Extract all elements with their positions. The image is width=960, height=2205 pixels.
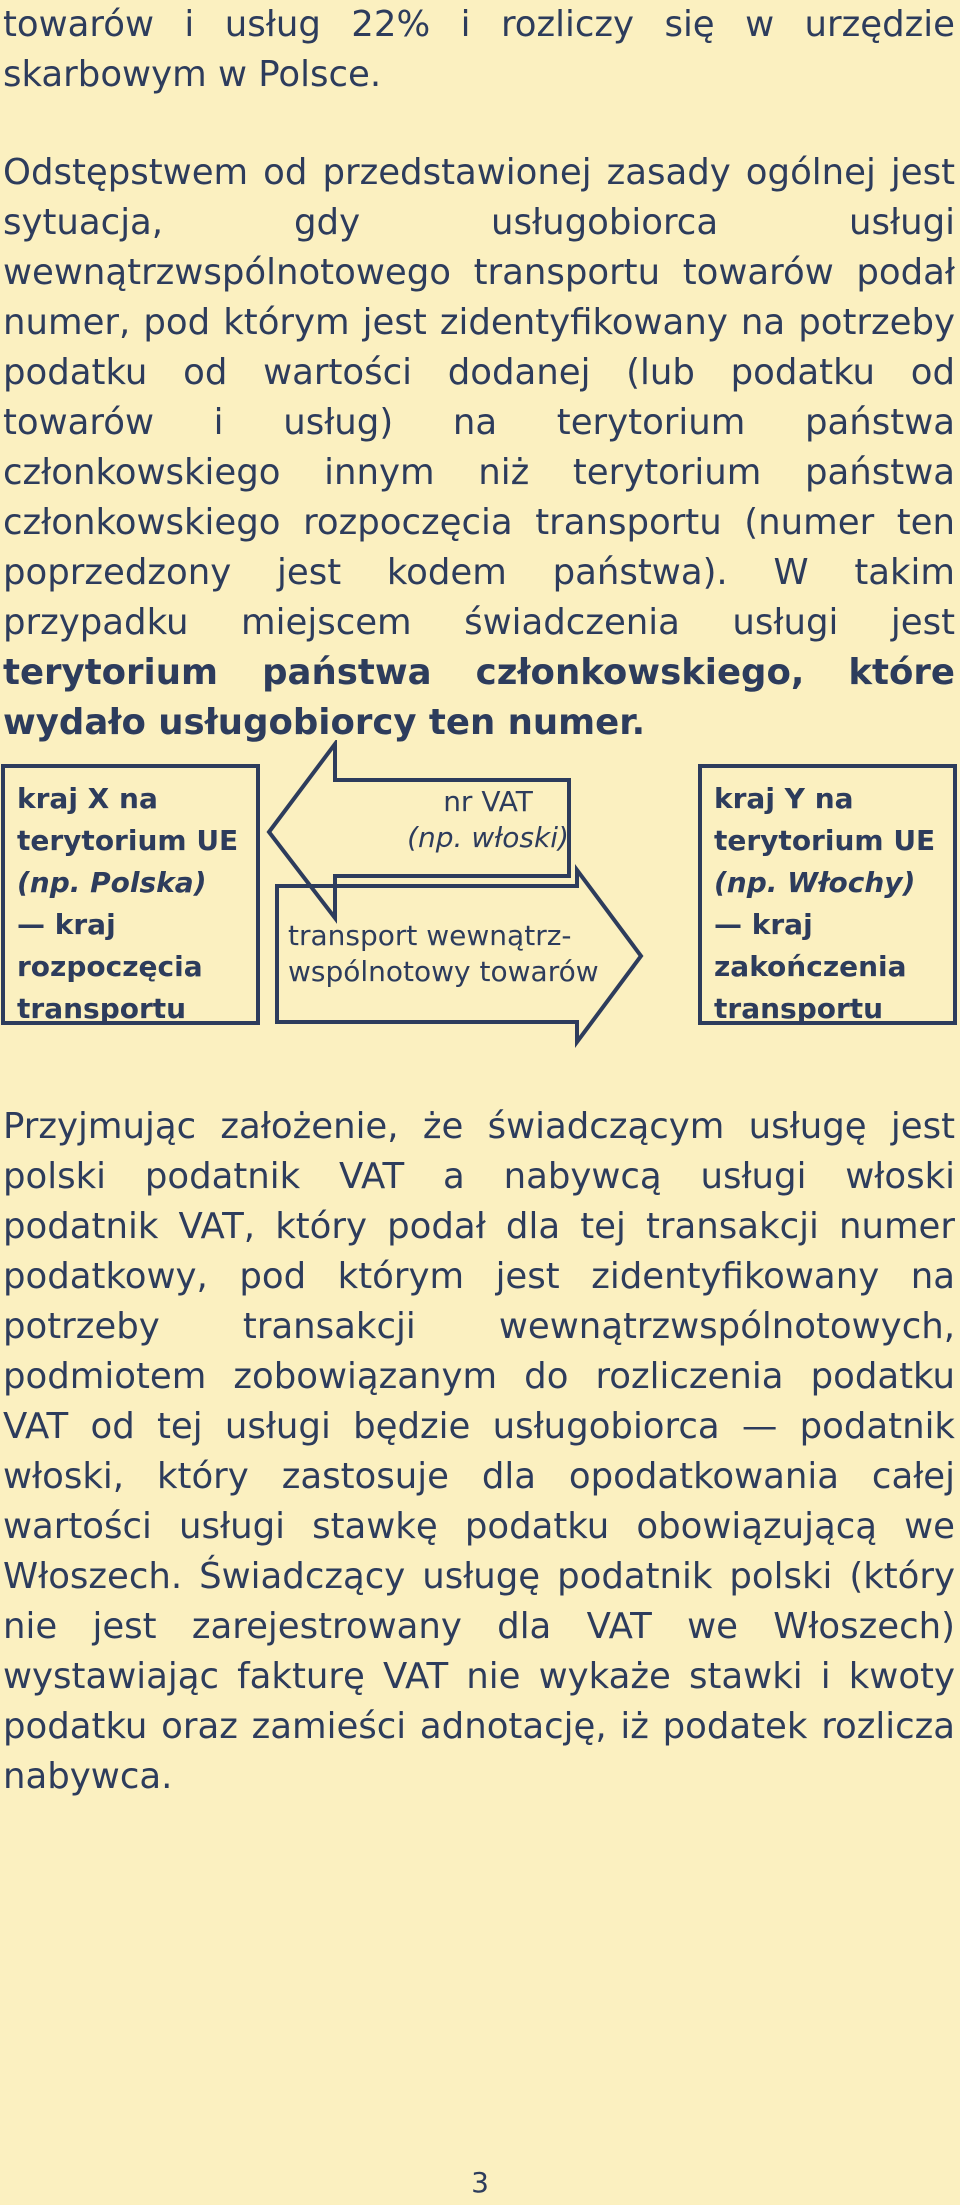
vat-number-label bbox=[388, 784, 588, 856]
origin-box-line: kraj X na bbox=[17, 782, 158, 815]
origin-box-line: transportu bbox=[17, 992, 187, 1025]
paragraph-exception: Odstępstwem od przedstawionej zasady ogólnej jest sytuacja, gdy usługobiorca usługi wewnątrzwspólnotowego transportu towarów podał numer, pod którym jest zidentyfikowany na potrzeby podatku od wartości dodanej (lub podatku od towarów i usług) na terytorium państwa członkowskiego innym niż terytorium państwa członkowskiego rozpoczęcia transportu (numer ten poprzedzony jest kodem państwa). W takim przypadku miejscem świadczenia usługi jest terytorium państwa członkowskiego, które wydało usługobiorcy ten numer. bbox=[3, 152, 955, 743]
origin-box-example: (np. Polska) bbox=[17, 866, 207, 899]
origin-box-line: rozpoczęcia bbox=[17, 950, 203, 983]
paragraph-example: Przyjmując założenie, że świadczącym usługę jest polski podatnik VAT a nabywcą usługi włoski podatnik VAT, który podał dla tej transakcji numer podatkowy, pod którym jest zidentyfikowany na potrzeby transakcji wewnątrzwspólnotowych, podmiotem zobowiązanym do rozliczenia podatku VAT od tej usługi będzie usługobiorca — podatnik włoski, który zastosuje dla opodatkowania całej wartości usługi stawkę podatku obowiązującą we Włoszech. Świadczący usługę podatnik polski (który nie jest zarejestrowany dla VAT we Włoszech) wystawiając fakturę VAT nie wykaże stawki i kwoty podatku oraz zamieści adnotację, iż podatek rozlicza nabywca. bbox=[3, 1106, 955, 1797]
transport-label-line: wspólnotowy towarów bbox=[288, 955, 599, 988]
destination-box-line: kraj Y na bbox=[714, 782, 854, 815]
destination-country-box bbox=[698, 764, 957, 1025]
origin-box-line: terytorium UE bbox=[17, 824, 239, 857]
paragraph-bold-conclusion: terytorium państwa członkowskiego, które wydało usługobiorcy ten numer. bbox=[3, 652, 955, 743]
vat-number-example: (np. włoski) bbox=[407, 821, 569, 854]
destination-box-line: transportu bbox=[714, 992, 884, 1025]
destination-box-line: — kraj bbox=[714, 908, 813, 941]
destination-box-line: terytorium UE bbox=[714, 824, 936, 857]
transport-label-line: transport wewnątrz- bbox=[288, 919, 572, 952]
vat-number-line: nr VAT bbox=[443, 785, 533, 818]
paragraph-intro: towarów i usług 22% i rozliczy się w urzędzie skarbowym w Polsce. bbox=[3, 4, 955, 95]
origin-country-box bbox=[1, 764, 260, 1025]
transport-label bbox=[288, 918, 628, 990]
destination-box-example: (np. Włochy) bbox=[714, 866, 916, 899]
origin-box-line: — kraj bbox=[17, 908, 116, 941]
page-number: 3 bbox=[471, 2166, 489, 2199]
destination-box-line: zakończenia bbox=[714, 950, 907, 983]
